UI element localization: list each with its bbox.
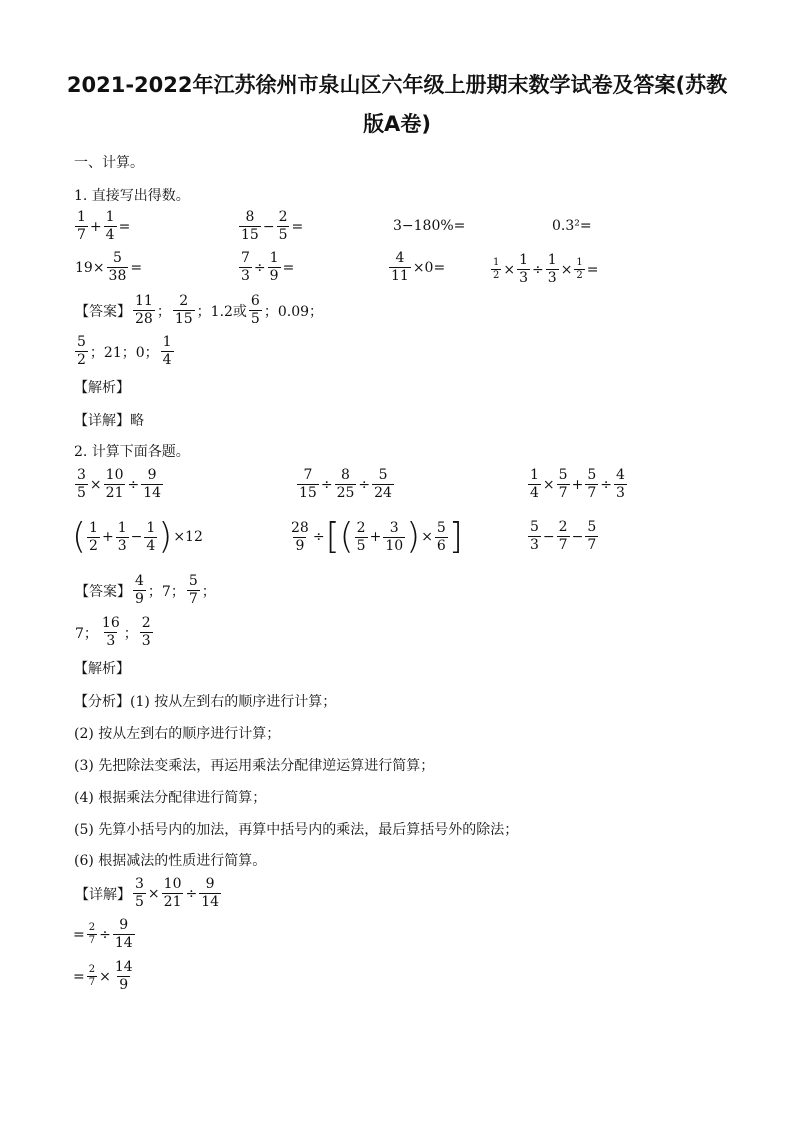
q1-answer-line1: 【答案】 $\frac{11}{28}$ ； $\frac{2}{15}$ ；1.2或 $\frac{6}{5}$ ；0.09； [75,293,324,327]
q2-expr-3: $\frac{1}{4}$ × $\frac{5}{7}$ + $\frac{5}{7}$ ÷ $\frac{4}{3}$ [530,467,625,501]
answer-tag: 【答案】 [75,583,131,600]
answer-tag: 【答案】 [75,303,131,320]
detail-tag: 【详解】 [74,413,130,429]
q2-expr-5: $\frac{28}{9}$ ÷[( $\frac{2}{5}$ + $\frac{3}{10}$ )× $\frac{5}{6}$ ] [291,516,463,557]
q1-expr-3: 3−180%= [393,218,466,234]
analysis-line-2: (2) 按从左到右的顺序进行计算； [74,726,281,742]
q1-expr-4: 0.3²= [552,218,592,234]
analysis-line-3: (3) 先把除法变乘法，再运用乘法分配律逆运算进行简算； [74,758,435,774]
q1-expr-7: $\frac{4}{11}$ ×0= [391,250,446,284]
q1-expr-8: $\frac{1}{2}$ × $\frac{1}{3}$ ÷ $\frac{1}{3}$ × $\frac{1}{2}$ = [493,252,599,286]
detail-text: 略 [130,413,144,429]
q1-expr-1: $\frac{1}{7}$ + $\frac{1}{4}$ = [77,209,131,243]
question-1-label: 1. 直接写出得数。 [74,188,190,204]
q2-answer-line1: 【答案】 $\frac{4}{9}$ ；7； $\frac{5}{7}$ ； [75,573,216,607]
question-2-label: 2. 计算下面各题。 [74,444,190,460]
detail-tag: 【详解】 [75,886,131,903]
q2-expr-4: ( $\frac{1}{2}$ + $\frac{1}{3}$ − $\frac{1}{4}$ )×12 [72,516,203,557]
document-title-line2: 版A卷) [363,112,431,136]
analysis-line-5: (5) 先算小括号内的加法，再算中括号内的乘法，最后算括号外的除法； [74,822,519,838]
q1-answer-line2: $\frac{5}{2}$ ；21；0； $\frac{1}{4}$ [77,334,172,368]
q1-expr-6: $\frac{7}{3}$ ÷ $\frac{1}{9}$ = [241,250,295,284]
document-title-line1: 2021-2022年江苏徐州市泉山区六年级上册期末数学试卷及答案(苏教 [66,73,728,97]
q2-expr-6: $\frac{5}{3}$ − $\frac{2}{7}$ − $\frac{5}{7}$ [530,519,597,553]
q2-detail-step-3: = $\frac{2}{7}$ × $\frac{14}{9}$ [73,959,133,993]
analysis-line-1: 【分析】(1) 按从左到右的顺序进行计算； [74,694,337,710]
q1-expr-2: $\frac{8}{15}$ − $\frac{2}{5}$ = [241,209,304,243]
q2-detail-step-2: = $\frac{2}{7}$ ÷ $\frac{9}{14}$ [73,917,133,951]
section-heading: 一、计算。 [74,155,144,171]
q1-analysis-tag: 【解析】 [74,380,130,396]
q1-detail [74,411,144,431]
q2-expr-2: $\frac{7}{15}$ ÷ $\frac{8}{25}$ ÷ $\frac{5}{24}$ [299,467,392,501]
analysis-line-6: (6) 根据减法的性质进行简算。 [74,853,267,869]
q1-expr-5: 19× $\frac{5}{38}$ = [75,250,143,284]
q2-detail-step-1: 【详解】 $\frac{3}{5}$ × $\frac{10}{21}$ ÷ $\frac{9}{14}$ [75,876,220,910]
q2-expr-1: $\frac{3}{5}$ × $\frac{10}{21}$ ÷ $\frac{9}{14}$ [77,467,162,501]
analysis-line-4: (4) 根据乘法分配律进行简算； [74,790,267,806]
q2-analysis-tag: 【解析】 [74,661,130,677]
q2-answer-line2: 7； $\frac{16}{3}$ ； $\frac{2}{3}$ [75,615,151,649]
